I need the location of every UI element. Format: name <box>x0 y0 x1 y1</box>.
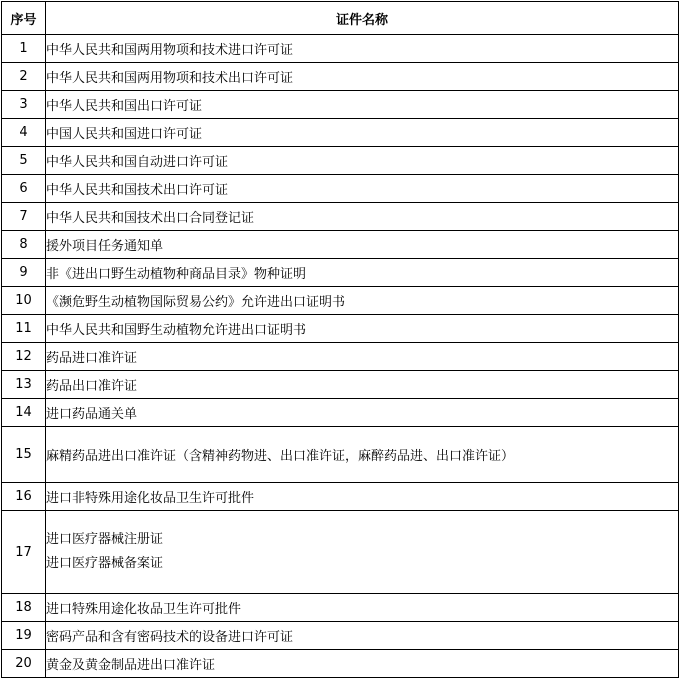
row-num: 3 <box>2 91 46 119</box>
table-row <box>2 147 679 175</box>
row-name: 援外项目任务通知单 <box>46 231 679 259</box>
table-row <box>2 483 679 511</box>
row-name: 麻精药品进出口准许证（含精神药物进、出口准许证，麻醉药品进、出口准许证） <box>46 427 679 483</box>
table-row <box>2 203 679 231</box>
table-row <box>2 119 679 147</box>
table-row <box>2 622 679 650</box>
table-row <box>2 287 679 315</box>
table-row <box>2 315 679 343</box>
row-num: 8 <box>2 231 46 259</box>
row-name: 中华人民共和国野生动植物允许进出口证明书 <box>46 315 679 343</box>
row-name: 药品进口准许证 <box>46 343 679 371</box>
row-num: 17 <box>2 511 46 594</box>
row-num: 15 <box>2 427 46 483</box>
row-num: 11 <box>2 315 46 343</box>
table-row <box>2 259 679 287</box>
table-row <box>2 427 679 483</box>
row-name: 中华人民共和国两用物项和技术进口许可证 <box>46 35 679 63</box>
header-num: 序号 <box>2 2 46 35</box>
row-name: 中国人民共和国进口许可证 <box>46 119 679 147</box>
header-name: 证件名称 <box>46 2 679 35</box>
row-num: 19 <box>2 622 46 650</box>
row-num: 12 <box>2 343 46 371</box>
row-num: 14 <box>2 399 46 427</box>
table-row <box>2 63 679 91</box>
table-row <box>2 35 679 63</box>
row-name: 进口药品通关单 <box>46 399 679 427</box>
row-num: 16 <box>2 483 46 511</box>
row-num: 6 <box>2 175 46 203</box>
row-name: 中华人民共和国两用物项和技术出口许可证 <box>46 63 679 91</box>
table-row <box>2 371 679 399</box>
row-name: 中华人民共和国出口许可证 <box>46 91 679 119</box>
row-num: 9 <box>2 259 46 287</box>
certificate-table <box>1 1 679 678</box>
row-name <box>46 511 679 594</box>
row-num: 18 <box>2 594 46 622</box>
row-name: 密码产品和含有密码技术的设备进口许可证 <box>46 622 679 650</box>
row-name: 中华人民共和国自动进口许可证 <box>46 147 679 175</box>
row-num: 13 <box>2 371 46 399</box>
row-name-line: 进口医疗器械备案证 <box>46 556 164 571</box>
row-num: 7 <box>2 203 46 231</box>
table-row <box>2 231 679 259</box>
row-num: 5 <box>2 147 46 175</box>
table-row <box>2 650 679 678</box>
table-row <box>2 175 679 203</box>
row-name: 药品出口准许证 <box>46 371 679 399</box>
row-name: 黄金及黄金制品进出口准许证 <box>46 650 679 678</box>
row-name: 进口非特殊用途化妆品卫生许可批件 <box>46 483 679 511</box>
row-num: 2 <box>2 63 46 91</box>
row-name: 进口特殊用途化妆品卫生许可批件 <box>46 594 679 622</box>
table-header-row <box>2 2 679 35</box>
row-name: 中华人民共和国技术出口许可证 <box>46 175 679 203</box>
row-num: 4 <box>2 119 46 147</box>
row-num: 10 <box>2 287 46 315</box>
row-name-line: 进口医疗器械注册证 <box>46 532 164 547</box>
table-row <box>2 511 679 594</box>
row-num: 1 <box>2 35 46 63</box>
row-name: 《濒危野生动植物国际贸易公约》允许进出口证明书 <box>46 287 679 315</box>
table-row <box>2 343 679 371</box>
table-row <box>2 91 679 119</box>
row-name: 非《进出口野生动植物种商品目录》物种证明 <box>46 259 679 287</box>
row-name: 中华人民共和国技术出口合同登记证 <box>46 203 679 231</box>
table-row <box>2 399 679 427</box>
row-num: 20 <box>2 650 46 678</box>
table-row <box>2 594 679 622</box>
